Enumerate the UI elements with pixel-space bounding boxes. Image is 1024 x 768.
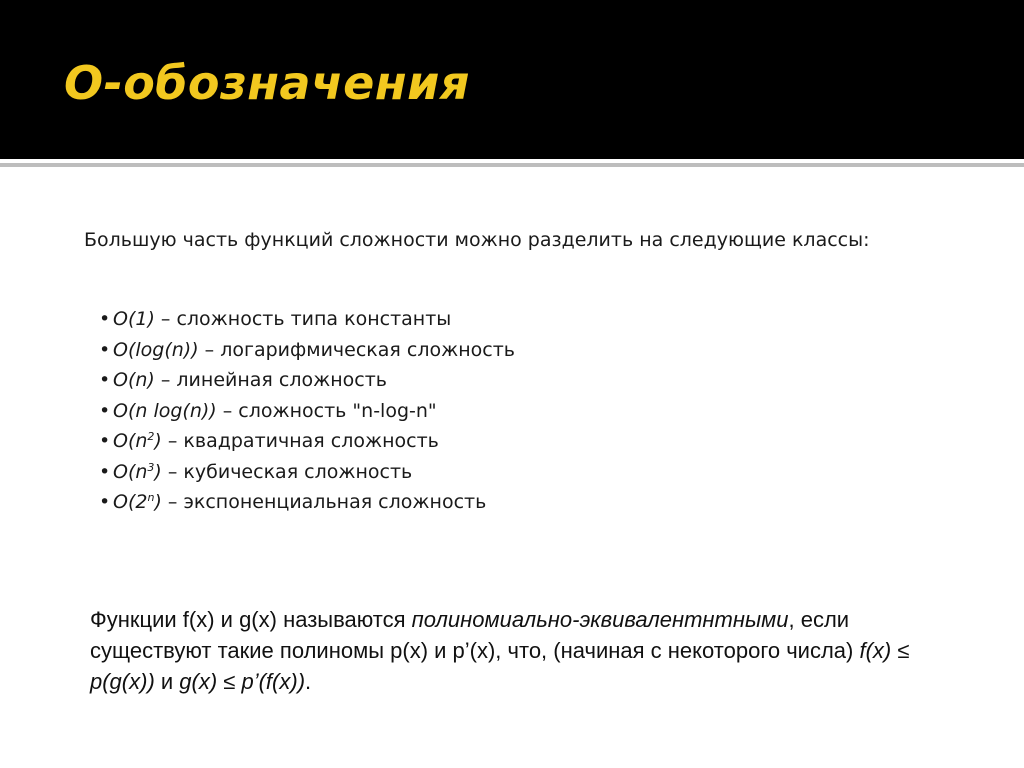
class-description: – сложность типа константы: [154, 308, 452, 330]
notation: O(n log(n)): [113, 399, 217, 422]
bullet-icon: •: [99, 430, 111, 452]
formula: g(x) ≤ p’(f(x)): [179, 669, 306, 694]
list-item: [99, 304, 515, 335]
class-description: – экспоненциальная сложность: [161, 491, 487, 513]
bullet-icon: •: [99, 308, 111, 330]
bullet-icon: •: [99, 399, 111, 422]
class-description: – сложность "n-log-n": [216, 399, 437, 422]
notation: $O(n^3)$: [113, 460, 162, 483]
notation: O(log(n)): [113, 338, 199, 361]
bullet-icon: •: [99, 460, 111, 483]
definition-paragraph: Функции f(x) и g(x) называются полиномиально-эквивалентнтными, если существуют такие полиномы p(x) и p’(x), что, (начиная с некоторого числа) f(x) ≤ p(g(x)) и g(x) ≤ p’(f(x)).: [90, 607, 910, 694]
notation: $O(n^2)$: [113, 430, 162, 452]
divider-gray: [0, 163, 1024, 167]
intro-text: Большую часть функций сложности можно разделить на следующие классы:: [84, 229, 870, 251]
defined-term: полиномиально-эквивалентнтными: [411, 607, 789, 632]
class-description: – линейная сложность: [154, 369, 387, 391]
list-item: [99, 487, 515, 518]
slide-title: О-обозначения: [64, 56, 470, 110]
bullet-icon: •: [99, 369, 111, 391]
class-description: – логарифмическая сложность: [198, 338, 515, 361]
list-item: [99, 365, 515, 396]
list-item: [99, 335, 515, 366]
notation: O(1): [113, 308, 155, 330]
class-description: – квадратичная сложность: [161, 430, 439, 452]
notation: O(2$^n$): [113, 491, 162, 513]
class-description: – кубическая сложность: [161, 460, 413, 483]
bullet-icon: •: [99, 491, 111, 513]
list-item: [99, 396, 515, 427]
list-item: [99, 426, 515, 457]
list-item: [99, 457, 515, 488]
notation: O(n): [113, 369, 155, 391]
bullet-icon: •: [99, 338, 111, 361]
formula: f(x) ≤ p(g(x)): [90, 638, 910, 694]
complexity-class-list: [99, 304, 515, 518]
title-bar: [0, 0, 1024, 159]
